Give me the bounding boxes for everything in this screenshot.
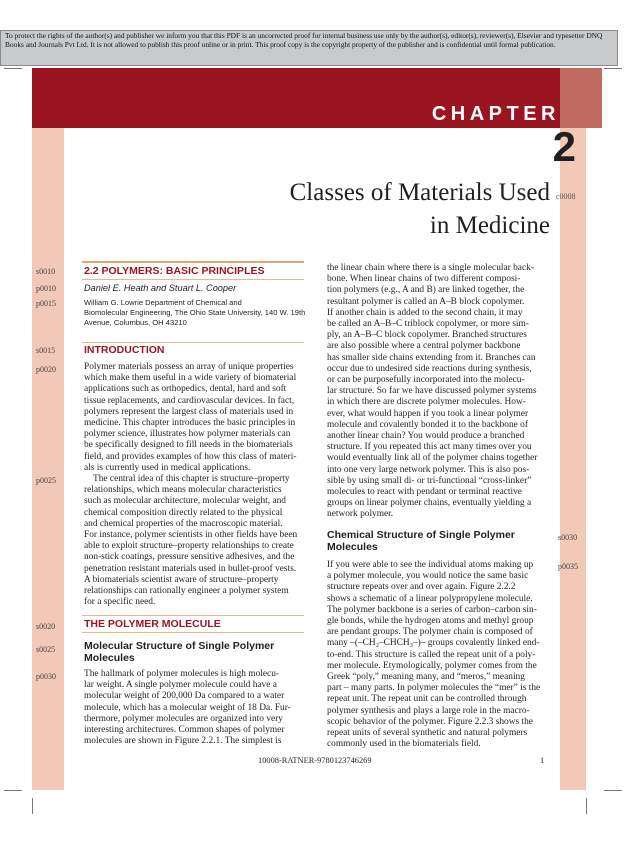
text-line: scopic behavior of the polymer. Figure 2.2.3 shows the (327, 716, 533, 727)
text-line: mer molecule. Etymologically, polymer comes from the (327, 660, 537, 671)
text-line: such as molecular architecture, molecular weight, and (84, 496, 286, 507)
subsection-title-line: Chemical Structure of Single Polymer (327, 529, 515, 541)
section-title: 2.2 POLYMERS: BASIC PRINCIPLES (84, 265, 265, 277)
section-rule (82, 615, 304, 616)
section-rule (82, 261, 304, 263)
affiliation-line: Avenue, Columbus, OH 43210 (84, 318, 187, 327)
subsection-title (84, 641, 304, 664)
text-line: part – many parts. In polymer molecules the “mer” is the (327, 683, 541, 694)
text-line: commonly used in the biomaterials field. (327, 739, 481, 750)
paragraph (327, 560, 549, 750)
margin-code: s0010 (36, 267, 56, 276)
text-line: If you were able to see the individual atoms making up (327, 560, 534, 570)
text-line: to-end. This structure is called the repeat unit of a poly- (327, 649, 536, 660)
text-line: For instance, polymer scientists in other fields have been (84, 530, 298, 541)
text-line: tion polymers (e.g., A and B) are linked together, the (327, 285, 525, 296)
text-line: chemical composition directly related to the physical (84, 507, 283, 518)
text-line: or can be purposefully incorporated into the molecu- (327, 375, 525, 386)
text-line: lar structure. So far we have discussed polymer systems (327, 386, 537, 397)
text-line: polymer science, illustrates how polymer materials can (84, 429, 291, 440)
text-line: shows a schematic of a linear polypropylene molecule. (327, 593, 533, 604)
crop-mark (586, 798, 587, 814)
paragraph (84, 474, 304, 608)
text-line: ply, an A–B–C block copolymer. Branched structures (327, 330, 527, 341)
section-title: THE POLYMER MOLECULE (84, 618, 221, 630)
chapter-banner-tab (560, 68, 602, 128)
text-line: thermore, polymer molecules are organized into very (84, 713, 283, 724)
text-line: repeat unit. The repeat unit can be controlled through (327, 694, 527, 705)
text-line: many –(–CH₂–CHCH₃–)– groups covalently linked end- (327, 638, 540, 649)
text-line: sible by using small di- or tri-functional “cross-linker” (327, 475, 532, 486)
margin-code: s0020 (36, 622, 56, 631)
text-line: repeat units of several synthetic and natural polymers (327, 728, 528, 739)
text-line: occur due to undesired side reactions during synthesis, (327, 363, 532, 374)
text-line: molecule and covalently bonded it to the backbone of (327, 419, 528, 430)
text-line: and chemical properties of the macroscopic material. (84, 518, 283, 529)
subsection-title-line: Molecules (84, 651, 135, 664)
text-line: are pendant groups. The polymer chain is composed of (327, 627, 533, 638)
text-line: molecular weight of 200,000 Da compared to a water (84, 691, 285, 702)
subsection-title-line: Molecular Structure of Single Polymer (84, 640, 275, 652)
paragraph (84, 669, 304, 747)
margin-code: s0030 (558, 533, 578, 542)
chapter-number: 2 (552, 123, 576, 170)
margin-code: p0015 (36, 299, 56, 308)
text-line: field, and provides examples of how this class of materi- (84, 451, 297, 462)
text-line: polymer synthesis and plays a large role in the macro- (327, 705, 530, 716)
text-line: The polymer backbone is a series of carbon–carbon sin- (327, 604, 537, 615)
text-line: which make them useful in a wide variety of biomaterial (84, 373, 297, 384)
crop-mark (4, 790, 22, 791)
chapter-title-code: c0008 (556, 192, 576, 201)
text-line: structure repeats over and over again. Figure 2.2.2 (327, 582, 516, 593)
text-line: The hallmark of polymer molecules is high molecu- (84, 669, 279, 679)
left-margin-band (32, 68, 64, 790)
footer-doc-id: 10008-RATNER-9780123746269 (258, 756, 372, 765)
section-rule (82, 279, 304, 280)
affiliation-line: Biomolecular Engineering, The Ohio State University, 140 W. 19th (84, 308, 306, 317)
section-rule (82, 632, 304, 633)
paragraph (84, 362, 304, 474)
text-line: network polymer. (327, 509, 394, 520)
affiliation-line: William G. Lowrie Department of Chemical and (84, 298, 242, 307)
margin-code: p0025 (36, 476, 56, 485)
text-line: A biomaterials scientist aware of structure–property (84, 574, 279, 585)
text-line: molecules to react with pendant or terminal reactive (327, 487, 522, 498)
crop-mark (604, 68, 622, 69)
margin-code: p0020 (36, 365, 56, 374)
author-affiliation (84, 298, 314, 328)
subsection-title-line: Molecules (327, 540, 378, 553)
text-line: applications such as orthopedics, dental, hard and soft (84, 384, 287, 395)
margin-code: p0030 (36, 672, 56, 681)
text-line: lar weight. A single polymer molecule could have a (84, 680, 277, 691)
text-line: non-stick coatings, pressure sensitive adhesives, and the (84, 552, 295, 563)
text-line: bone. When linear chains of two different composi- (327, 274, 521, 285)
text-line: interesting architectures. Common shapes of polymer (84, 725, 285, 736)
text-line: the linear chain where there is a single molecular back- (327, 263, 534, 273)
crop-mark (32, 798, 33, 814)
text-line: If another chain is added to the second chain, it may (327, 307, 523, 318)
chapter-authors: Daniel E. Heath and Stuart L. Cooper (84, 283, 237, 293)
text-line: tissue replacements, and cardiovascular devices. In fact, (84, 395, 295, 406)
text-line: into one very large network polymer. This is also pos- (327, 464, 530, 475)
chapter-title-line: Classes of Materials Used (289, 179, 550, 206)
text-line: in which there are discrete polymer molecules. How- (327, 397, 526, 408)
subsection-title (327, 530, 549, 553)
text-line: The central idea of this chapter is structure–property (93, 474, 290, 484)
right-margin-band (560, 68, 586, 790)
text-line: medicine. This chapter introduces the basic principles in (84, 418, 296, 429)
margin-code: s0025 (36, 645, 56, 654)
text-line: for a specific need. (84, 597, 156, 608)
text-line: another linear chain? You would produce a branched (327, 431, 525, 442)
margin-code: s0015 (36, 346, 56, 355)
text-line: relationships can rationally engineer a polymer system (84, 586, 289, 597)
text-line: groups on linear polymer chains, eventually yielding a (327, 498, 532, 509)
text-line: resultant polymer is called an A–B block copolymer. (327, 296, 525, 307)
text-line: are also possible where a central polymer backbone (327, 341, 521, 352)
page-number: 1 (540, 756, 545, 765)
text-line: Greek “poly,” meaning many, and “meros,” meaning (327, 672, 525, 683)
chapter-label: CHAPTER (431, 103, 560, 125)
margin-code: p0035 (558, 562, 578, 571)
section-rule (82, 342, 304, 343)
text-line: a polymer molecule, you would notice the same basic (327, 571, 529, 582)
text-line: would eventually link all of the polymer chains together (327, 453, 538, 464)
crop-mark (604, 790, 622, 791)
text-line: molecules are shown in Figure 2.2.1. The simplest is (84, 736, 282, 747)
text-line: ever, what would happen if you took a linear polymer (327, 408, 529, 419)
chapter-title (280, 176, 550, 242)
text-line: be called an A–B–C triblock copolymer, or more sim- (327, 319, 529, 330)
crop-mark (4, 68, 22, 69)
proof-disclaimer: To protect the rights of the author(s) and publisher we inform you that this PDF is an uncorrected proof for internal business use only by the author(s), editor(s), reviewer(s), Elsevier and typesetter DNQ Books and Journals Pvt Ltd. It is not allowed to publish this proof online or in print. This proof copy is the copyright property of the publisher and is confidential until formal publication. (0, 30, 618, 66)
text-line: has smaller side chains extending from it. Branches can (327, 352, 536, 363)
text-line: molecule, which has a molecular weight of 18 Da. Fur- (84, 702, 291, 713)
text-line: Polymer materials possess an array of unique properties (84, 362, 294, 372)
text-line: able to exploit structure–property relationships to create (84, 541, 294, 552)
text-line: relationships, which means molecular characteristics (84, 485, 282, 496)
text-line: gle bonds, while the hydrogen atoms and methyl group (327, 616, 534, 627)
chapter-title-line: in Medicine (429, 212, 550, 239)
text-line: be specifically designed to fill needs in the biomaterials (84, 440, 293, 451)
text-line: structure. If you repeated this act many times over you (327, 442, 532, 453)
margin-code: p0010 (36, 284, 56, 293)
text-line: polymers represent the largest class of materials used in (84, 406, 294, 417)
paragraph (327, 263, 549, 521)
text-line: penetration resistant materials used in bullet-proof vests. (84, 563, 297, 574)
text-line: als is currently used in medical applications. (84, 462, 251, 473)
section-title: INTRODUCTION (84, 344, 165, 356)
